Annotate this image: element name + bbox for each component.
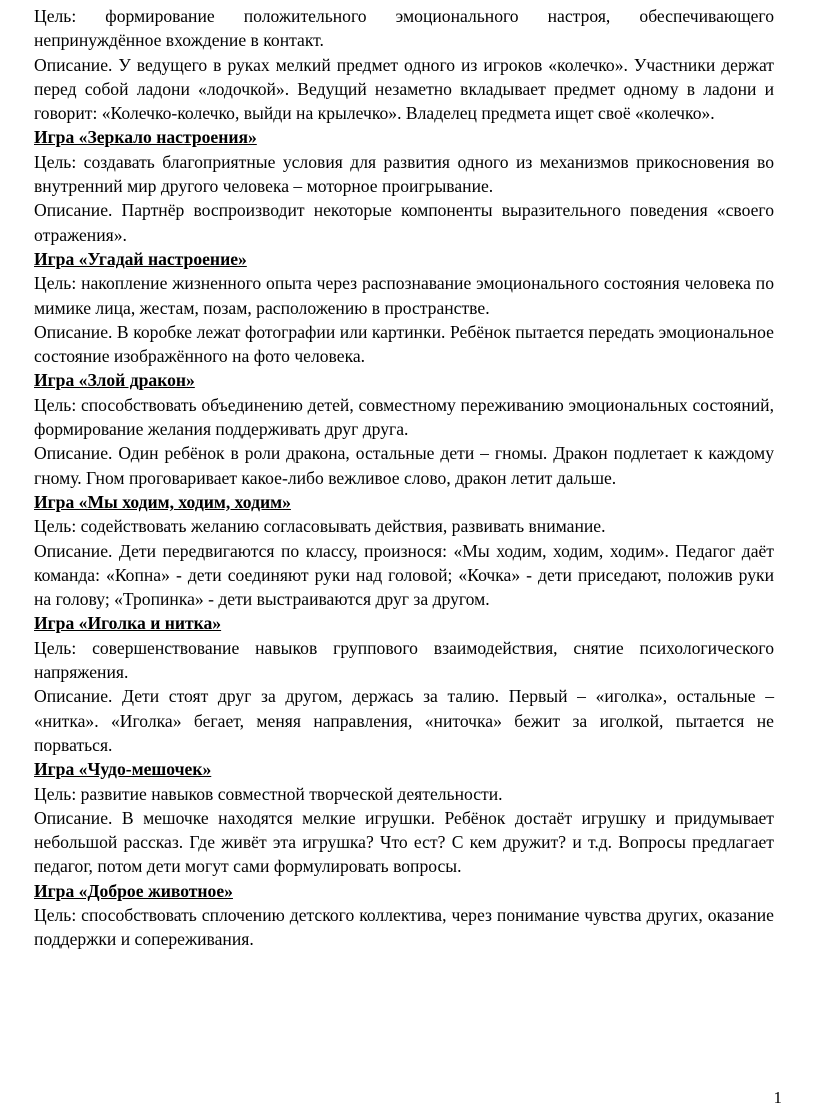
game-description: Описание. В мешочке находятся мелкие игрушки. Ребёнок достаёт игрушку и придумывает небольшой рассказ. Где живёт эта игрушка? Что ест? С кем дружит? и т.д. Вопросы предлагает педагог, потом дети могут сами формулировать вопросы. [34,807,774,877]
game-title-evil-dragon: Игра «Злой дракон» [34,370,195,391]
game-goal: Цель: создавать благоприятные условия для развития одного из механизмов прикосновения во внутренний мир другого человека – моторное проигрывание. [34,151,774,197]
game-description: Описание. Один ребёнок в роли дракона, остальные дети – гномы. Дракон подлетает к каждому гному. Гном проговаривает какое-либо вежливое слово, дракон летит дальше. [34,443,774,488]
game-description: Описание. Дети передвигаются по классу, произнося: «Мы ходим, ходим, ходим». Педагог даёт команда: «Копна» - дети соединяют руки над головой; «Кочка» - дети приседают, положив руки на голову; «Тропинка» - дети выстраиваются друг за другом. [34,540,774,610]
game-description: Описание. Партнёр воспроизводит некоторые компоненты выразительного поведения «своего отражения». [34,200,774,245]
game-goal: Цель: развитие навыков совместной творческой деятельности. [34,783,503,804]
game-description: Описание. Дети стоят друг за другом, держась за талию. Первый – «иголка», остальные – «нитка». «Иголка» бегает, меняя направления, «ниточка» бежит за иголкой, пытается не порваться. [34,686,774,755]
game-title-magic-bag: Игра «Чудо-мешочек» [34,759,212,780]
document-page [34,4,774,952]
game-title-needle-thread: Игра «Иголка и нитка» [34,613,222,634]
game-goal: Цель: способствовать объединению детей, совместному переживанию эмоциональных состояний, формирование желания поддерживать друг друга. [34,394,774,440]
intro-goal: Цель: формирование положительного эмоционального настроя, обеспечивающего непринуждённое вхождение в контакт. [34,6,774,51]
game-goal: Цель: способствовать сплочению детского коллектива, через понимание чувства других, оказание поддержки и сопереживания. [34,904,774,950]
game-title-we-walk: Игра «Мы ходим, ходим, ходим» [34,491,291,512]
game-goal: Цель: содействовать желанию согласовывать действия, развивать внимание. [34,516,606,537]
page-number: 1 [773,1088,782,1107]
game-goal: Цель: совершенствование навыков группового взаимодействия, снятие психологического напряжения. [34,637,774,683]
game-title-guess-mood: Игра «Угадай настроение» [34,248,247,269]
intro-description: Описание. У ведущего в руках мелкий предмет одного из игроков «колечко». Участники держат перед собой ладони «лодочкой». Ведущий незаметно вкладывает предмет одному в ладони и говорит: «Колечко-колечко, выйди на крылечко». Владелец предмета ищет своё «колечко». [34,54,774,124]
game-title-mirror: Игра «Зеркало настроения» [34,127,257,148]
game-description: Описание. В коробке лежат фотографии или картинки. Ребёнок пытается передать эмоциональное состояние изображённого на фото человека. [34,321,774,367]
game-title-kind-animal: Игра «Доброе животное» [34,880,233,901]
game-goal: Цель: накопление жизненного опыта через распознавание эмоционального состояния человека по мимике лица, жестам, позам, расположению в пространстве. [34,273,774,318]
